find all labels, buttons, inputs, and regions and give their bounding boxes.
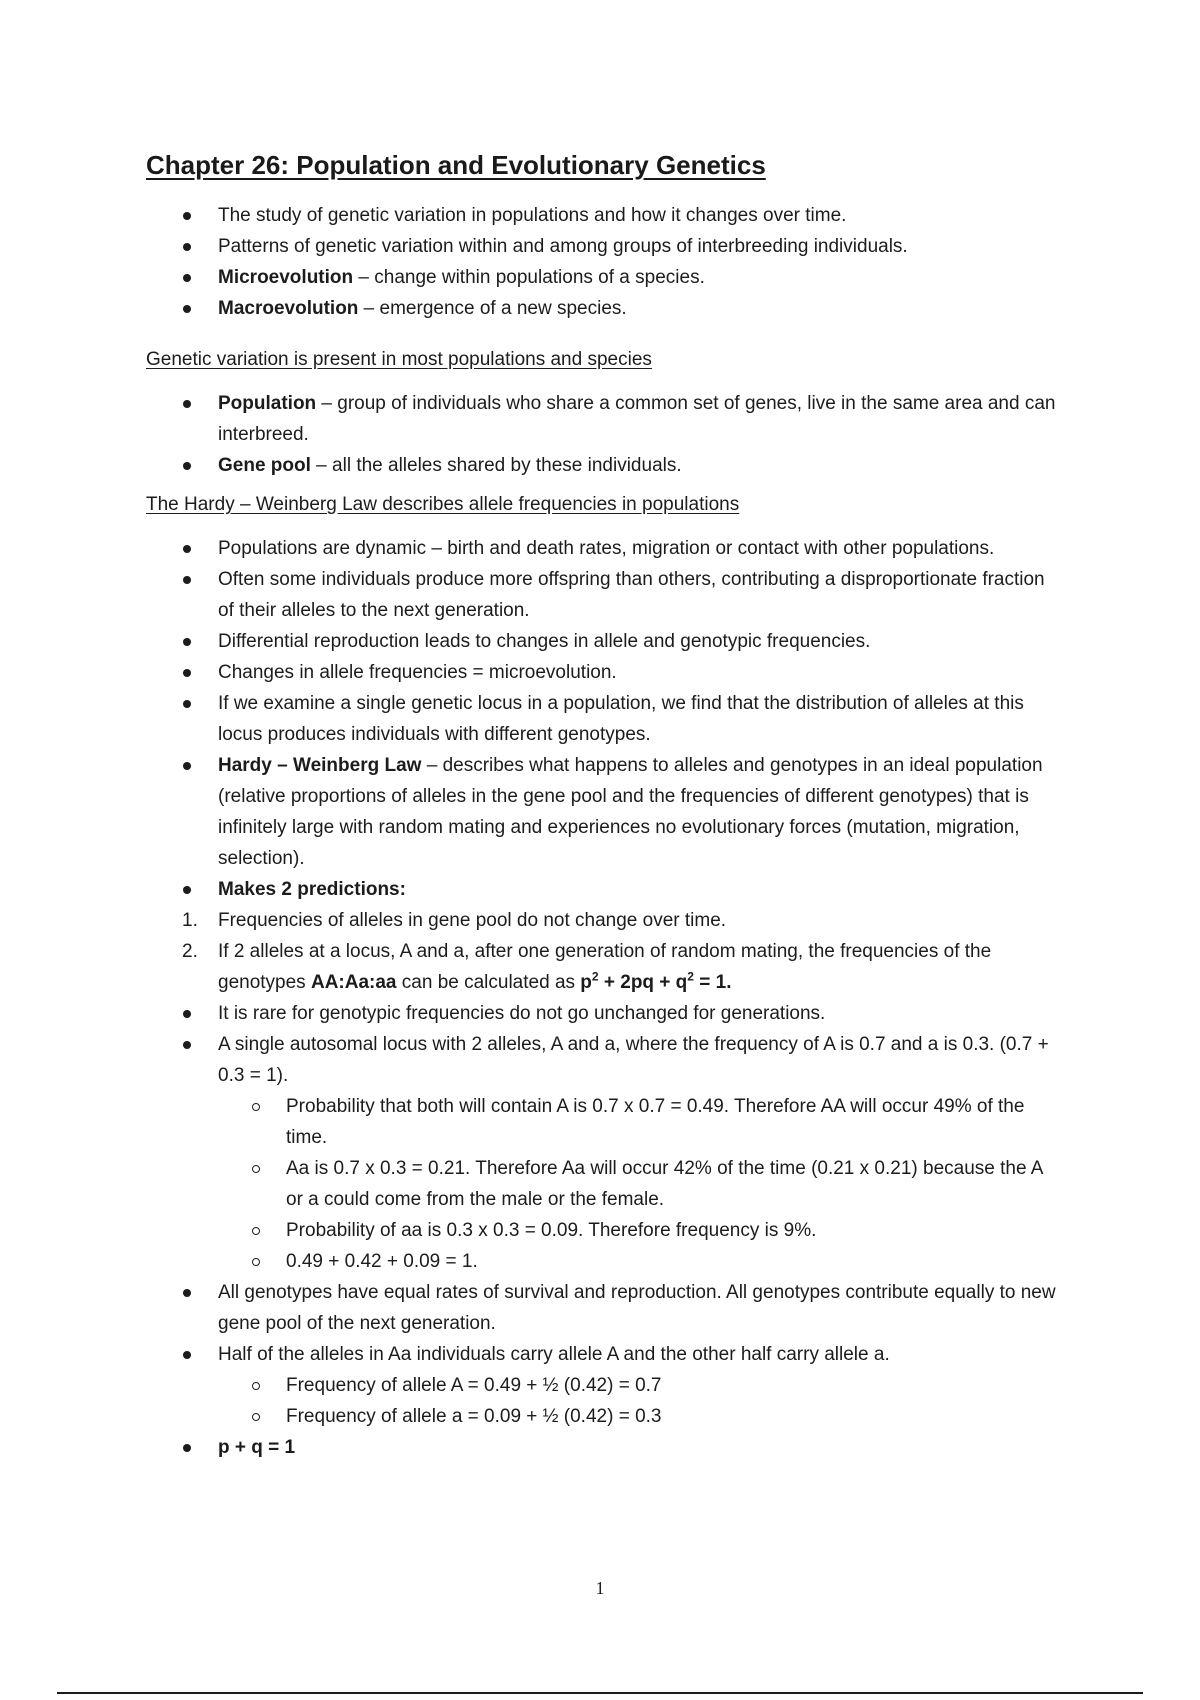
bullet-item: It is rare for genotypic frequencies do not go unchanged for generations. — [146, 998, 1056, 1029]
term-hardy-weinberg-law: Hardy – Weinberg Law — [218, 755, 422, 776]
bullet-dot-icon — [183, 669, 191, 677]
bullet-dot-icon — [183, 700, 191, 708]
term-population: Population — [218, 393, 317, 414]
bullet-dot-icon — [183, 1351, 191, 1359]
bullet-item: A single autosomal locus with 2 alleles, A and a, where the frequency of A is 0.7 and a is 0.3. (0.7 + 0.3 = 1). Probability that both will contain A is 0.7 x 0.7 = 0.49. Therefore AA will occur 49% of the time. Aa is 0.7 x 0.3 = 0.21. Therefore Aa will occur 42% of the time (0.21 x 0.21) because the A or a could come from the male or the female. Probability of aa is 0.3 x 0.3 = 0.09. Therefore frequency is 9%. 0.49 + 0.42 + 0.09 = 1. — [146, 1029, 1056, 1277]
bullet-dot-icon — [183, 400, 191, 408]
sub-bullet-item: Frequency of allele A = 0.49 + ½ (0.42) = 0.7 — [214, 1370, 1056, 1401]
bullet-dot-icon — [183, 545, 191, 553]
sub-bullet-item: Probability of aa is 0.3 x 0.3 = 0.09. Therefore frequency is 9%. — [214, 1215, 1056, 1246]
bullet-dot-icon — [183, 762, 191, 770]
bullet-dot-icon — [183, 576, 191, 584]
bullet-item: If we examine a single genetic locus in a population, we find that the distribution of alleles at this locus produces individuals with different genotypes. — [146, 688, 1056, 750]
circle-bullet-icon — [252, 1382, 260, 1390]
bullet-item: Macroevolution – emergence of a new species. — [146, 293, 1056, 324]
sub-bullet-item: Aa is 0.7 x 0.3 = 0.21. Therefore Aa will occur 42% of the time (0.21 x 0.21) because the A or a could come from the male or the female. — [214, 1153, 1056, 1215]
circle-bullet-icon — [252, 1227, 260, 1235]
sub-bullet-list — [214, 1091, 1056, 1277]
bullet-dot-icon — [183, 1444, 191, 1452]
footer-divider — [57, 1692, 1143, 1694]
allele-sum-equation: p + q = 1 — [218, 1437, 296, 1458]
bullet-item: Population – group of individuals who share a common set of genes, live in the same area and can interbreed. — [146, 388, 1056, 450]
bullet-item: Changes in allele frequencies = microevolution. — [146, 657, 1056, 688]
section-heading-hardy-weinberg: The Hardy – Weinberg Law describes allele frequencies in populations — [146, 494, 740, 515]
bullet-item — [146, 874, 1056, 998]
genotypes-label: AA:Aa:aa — [310, 972, 397, 993]
bullet-item: Hardy – Weinberg Law – describes what happens to alleles and genotypes in an ideal population (relative proportions of alleles in the gene pool and the frequencies of different genotypes) that is infinitely large with random mating and experiences no evolutionary forces (mutation, migration, selection). — [146, 750, 1056, 874]
term-microevolution: Microevolution — [218, 267, 354, 288]
bullet-dot-icon — [183, 1041, 191, 1049]
chapter-title: Chapter 26: Population and Evolutionary Genetics — [146, 150, 766, 180]
bullet-item: Patterns of genetic variation within and among groups of interbreeding individuals. — [146, 231, 1056, 262]
bullet-dot-icon — [183, 1289, 191, 1297]
predictions-heading: Makes 2 predictions: — [218, 879, 406, 900]
bullet-item: Microevolution – change within populations of a species. — [146, 262, 1056, 293]
section-heading-genetic-variation: Genetic variation is present in most populations and species — [146, 349, 652, 370]
bullet-dot-icon — [183, 886, 191, 894]
bullet-item: Populations are dynamic – birth and death rates, migration or contact with other populations. — [146, 533, 1056, 564]
term-gene-pool: Gene pool — [218, 455, 311, 476]
prediction-item: 1. Frequencies of alleles in gene pool do not change over time. — [182, 910, 727, 931]
bullet-dot-icon — [183, 305, 191, 313]
bullet-item: Differential reproduction leads to changes in allele and genotypic frequencies. — [146, 626, 1056, 657]
bullet-item: The study of genetic variation in populations and how it changes over time. — [146, 200, 1056, 231]
prediction-item: 2. If 2 alleles at a locus, A and a, after one generation of random mating, the frequencies of the genotypes AA:Aa:aa can be calculated as $p^2 + 2pq + q^2 = 1$. — [182, 941, 992, 993]
page-content — [146, 148, 1056, 1463]
bullet-dot-icon — [183, 1010, 191, 1018]
sub-bullet-item: Frequency of allele a = 0.09 + ½ (0.42) = 0.3 — [214, 1401, 1056, 1432]
hardy-weinberg-equation: $p^2 + 2pq + q^2 = 1$. — [580, 969, 732, 993]
term-macroevolution: Macroevolution — [218, 298, 359, 319]
sub-bullet-item: 0.49 + 0.42 + 0.09 = 1. — [214, 1246, 1056, 1277]
circle-bullet-icon — [252, 1165, 260, 1173]
page-number: 1 — [595, 1578, 605, 1598]
intro-bullet-list — [146, 200, 1056, 324]
bullet-item: Often some individuals produce more offspring than others, contributing a disproportionate fraction of their alleles to the next generation. — [146, 564, 1056, 626]
bullet-dot-icon — [183, 212, 191, 220]
sub-bullet-list — [214, 1370, 1056, 1432]
bullet-dot-icon — [183, 462, 191, 470]
circle-bullet-icon — [252, 1258, 260, 1266]
section2-bullet-list — [146, 533, 1056, 1463]
bullet-item: Gene pool – all the alleles shared by these individuals. — [146, 450, 1056, 481]
bullet-item: All genotypes have equal rates of survival and reproduction. All genotypes contribute equally to new gene pool of the next generation. — [146, 1277, 1056, 1339]
predictions-list — [182, 905, 1056, 998]
bullet-dot-icon — [183, 274, 191, 282]
bullet-item — [146, 1432, 1056, 1463]
section1-bullet-list — [146, 388, 1056, 481]
bullet-item: Half of the alleles in Aa individuals carry allele A and the other half carry allele a. Frequency of allele A = 0.49 + ½ (0.42) = 0.7 Frequency of allele a = 0.09 + ½ (0.42) = 0.3 — [146, 1339, 1056, 1432]
circle-bullet-icon — [252, 1413, 260, 1421]
bullet-dot-icon — [183, 638, 191, 646]
bullet-dot-icon — [183, 243, 191, 251]
circle-bullet-icon — [252, 1103, 260, 1111]
sub-bullet-item: Probability that both will contain A is 0.7 x 0.7 = 0.49. Therefore AA will occur 49% of the time. — [214, 1091, 1056, 1153]
